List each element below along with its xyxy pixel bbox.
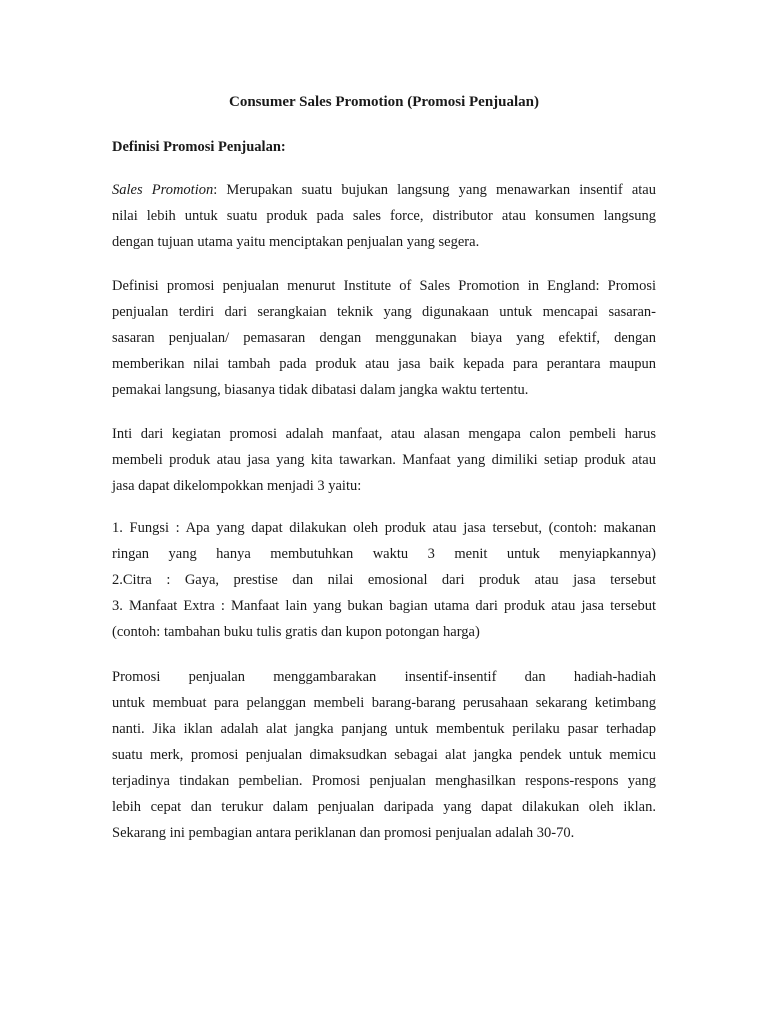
paragraph-line: Inti dari kegiatan promosi adalah manfaat, atau alasan mengapa calon pembeli harus [112, 426, 656, 442]
list-item: 1. Fungsi : Apa yang dapat dilakukan oleh produk atau jasa tersebut, (contoh: makanan [112, 520, 656, 536]
paragraph-line: jasa dapat dikelompokkan menjadi 3 yaitu: [112, 478, 362, 494]
paragraph-institute-definition [112, 273, 656, 403]
list-item: 3. Manfaat Extra : Manfaat lain yang bukan bagian utama dari produk atau jasa tersebut [112, 598, 656, 614]
paragraph-line: Sekarang ini pembagian antara periklanan dan promosi penjualan adalah 30-70. [112, 825, 575, 841]
paragraph-line: suatu merk, promosi penjualan dimaksudkan sebagai alat jangka pendek untuk memicu [112, 747, 656, 763]
list-item: 2.Citra : Gaya, prestise dan nilai emosional dari produk atau jasa tersebut [112, 572, 656, 588]
paragraph-line: membeli produk atau jasa yang kita tawarkan. Manfaat yang dimiliki setiap produk atau [112, 452, 656, 468]
paragraph-line: dengan tujuan utama yaitu menciptakan penjualan yang segera. [112, 234, 480, 250]
benefits-list [112, 515, 656, 645]
list-item: ringan yang hanya membutuhkan waktu 3 menit untuk menyiapkannya) [112, 546, 656, 562]
paragraph-line: untuk membuat para pelanggan membeli barang-barang perusahaan sekarang ketimbang [112, 695, 656, 711]
paragraph-benefits-intro [112, 421, 656, 499]
paragraph-line: Sales Promotion: Merupakan suatu bujukan langsung yang menawarkan insentif atau [112, 182, 656, 198]
paragraph-promotion-vs-advertising [112, 664, 656, 846]
paragraph-line: sasaran penjualan/ pemasaran dengan menggunakan biaya yang efektif, dengan [112, 330, 656, 346]
italic-term: Sales Promotion [112, 182, 214, 198]
paragraph-line: pemakai langsung, biasanya tidak dibatasi dalam jangka waktu tertentu. [112, 382, 529, 398]
paragraph-line: Definisi promosi penjualan menurut Institute of Sales Promotion in England: Promosi [112, 278, 656, 294]
section-heading: Definisi Promosi Penjualan: [112, 139, 286, 155]
paragraph-line: penjualan terdiri dari serangkaian teknik yang digunakaan untuk mencapai sasaran- [112, 304, 656, 320]
paragraph-definition [112, 177, 656, 255]
paragraph-line: nilai lebih untuk suatu produk pada sales force, distributor atau konsumen langsung [112, 208, 656, 224]
paragraph-line: terjadinya tindakan pembelian. Promosi penjualan menghasilkan respons-respons yang [112, 773, 656, 789]
paragraph-line: nanti. Jika iklan adalah alat jangka panjang untuk membentuk perilaku pasar terhadap [112, 721, 656, 737]
document-title: Consumer Sales Promotion (Promosi Penjualan) [229, 94, 539, 110]
paragraph-line: lebih cepat dan terukur dalam penjualan daripada yang dapat dilakukan oleh iklan. [112, 799, 656, 815]
paragraph-line: memberikan nilai tambah pada produk atau jasa baik kepada para perantara maupun [112, 356, 656, 372]
list-item: (contoh: tambahan buku tulis gratis dan kupon potongan harga) [112, 624, 480, 640]
paragraph-line: Promosi penjualan menggambarakan insentif-insentif dan hadiah-hadiah [112, 669, 656, 685]
